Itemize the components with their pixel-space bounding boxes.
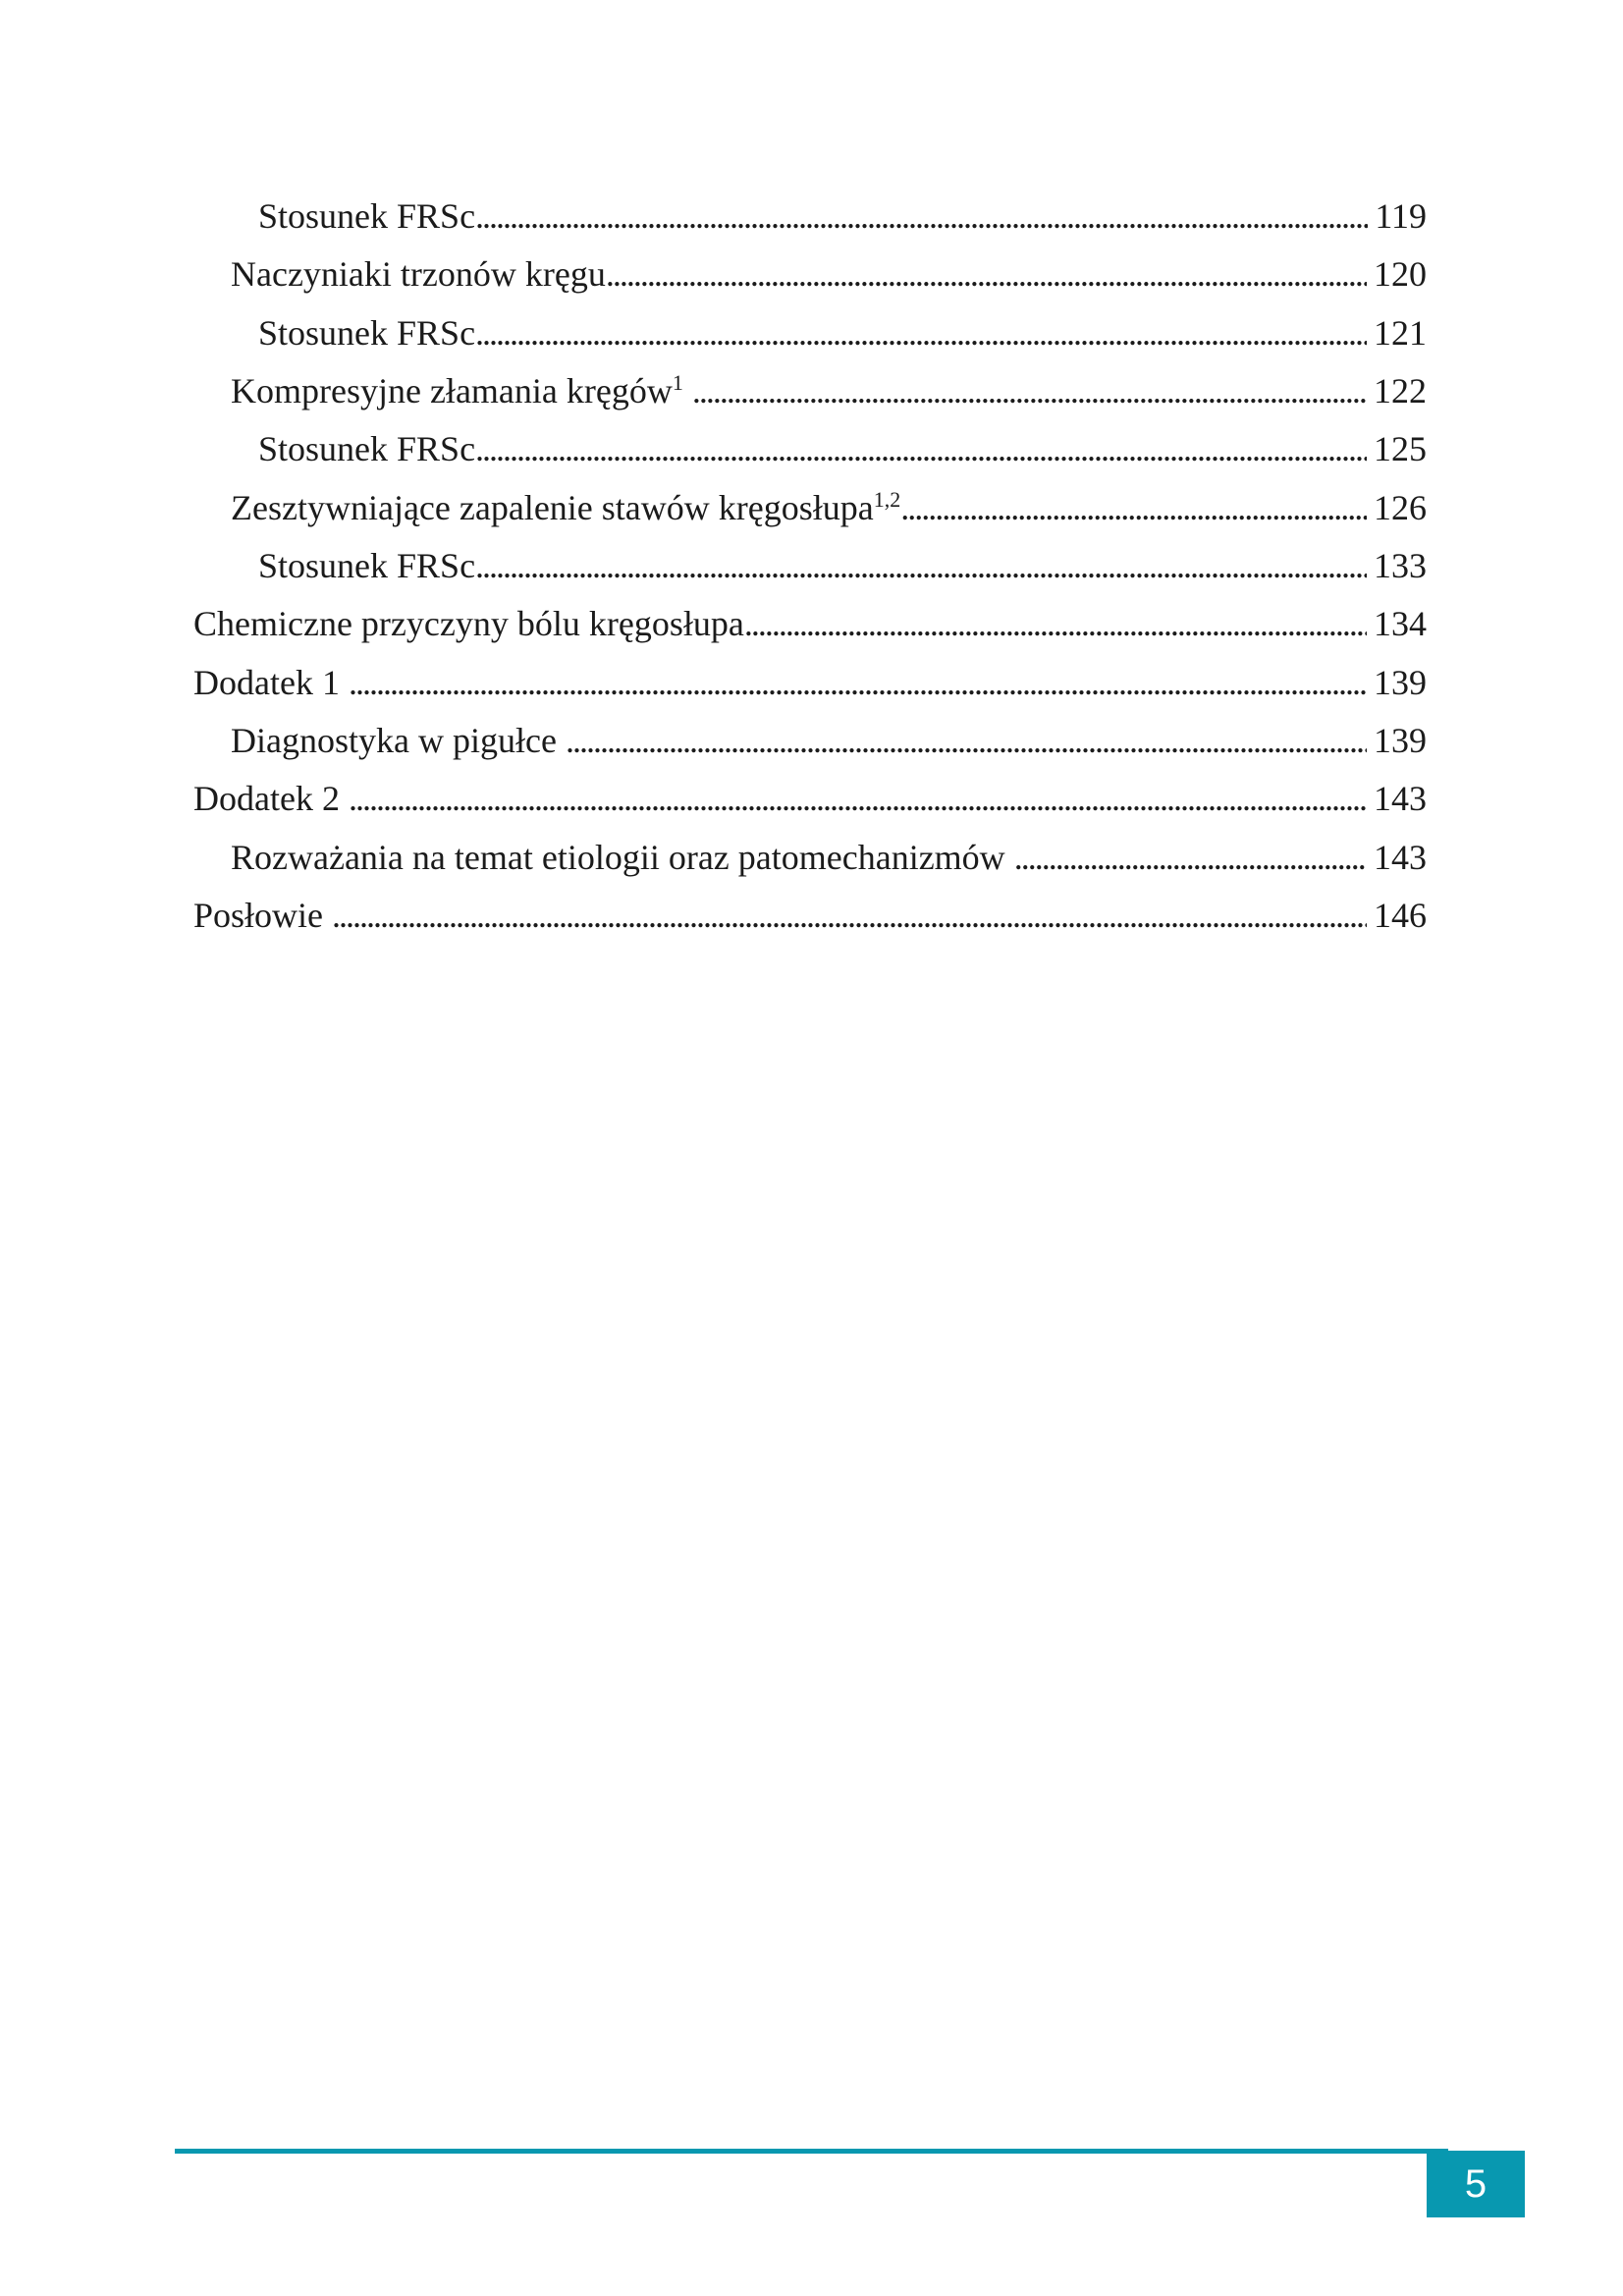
toc-entry-label: Diagnostyka w pigułce bbox=[231, 720, 557, 760]
toc-entry-label: Stosunek FRSc bbox=[258, 429, 476, 469]
toc-entry-label: Rozważania na temat etiologii oraz patomechanizmów bbox=[231, 837, 1005, 877]
dot-leader bbox=[349, 662, 1367, 703]
dot-leader bbox=[1014, 837, 1367, 878]
toc-entry-page-number: 139 bbox=[1374, 720, 1427, 760]
dot-leader bbox=[475, 545, 1367, 586]
dot-leader bbox=[475, 428, 1367, 469]
toc-entry-page-number: 133 bbox=[1374, 545, 1427, 585]
toc-entry-page-number: 122 bbox=[1374, 370, 1427, 410]
toc-entry[interactable] bbox=[193, 370, 1427, 428]
toc-entry-page-number: 119 bbox=[1375, 196, 1427, 236]
dot-leader bbox=[349, 778, 1367, 819]
dot-leader bbox=[475, 195, 1368, 237]
dot-leader bbox=[475, 312, 1367, 354]
toc-entry-page-number: 143 bbox=[1374, 837, 1427, 877]
toc-entry-page-number: 125 bbox=[1374, 429, 1427, 469]
footnote-superscript: 1 bbox=[672, 369, 683, 395]
toc-entry[interactable] bbox=[193, 895, 1427, 953]
toc-entry-label: Chemiczne przyczyny bólu kręgosłupa bbox=[193, 604, 744, 644]
table-of-contents bbox=[193, 195, 1427, 953]
page-number-badge bbox=[1427, 2151, 1525, 2217]
dot-leader bbox=[744, 603, 1367, 644]
toc-entry-page-number: 146 bbox=[1374, 895, 1427, 935]
toc-entry[interactable] bbox=[193, 253, 1427, 311]
toc-entry-label: Kompresyjne złamania kręgów$^1$ bbox=[231, 369, 683, 410]
toc-entry-page-number: 143 bbox=[1374, 779, 1427, 819]
dot-leader bbox=[606, 253, 1367, 295]
page-number: 5 bbox=[1464, 2161, 1488, 2206]
toc-entry[interactable] bbox=[193, 545, 1427, 603]
toc-entry[interactable] bbox=[193, 662, 1427, 720]
footer-rule bbox=[175, 2149, 1448, 2154]
toc-entry-label: Dodatek 1 bbox=[193, 662, 340, 702]
toc-entry-label: Stosunek FRSc bbox=[258, 312, 476, 353]
toc-entry[interactable] bbox=[193, 720, 1427, 778]
toc-entry-page-number: 139 bbox=[1374, 662, 1427, 702]
toc-entry[interactable] bbox=[193, 603, 1427, 661]
dot-leader bbox=[692, 370, 1367, 411]
footnote-superscript: 1,2 bbox=[873, 486, 901, 512]
dot-leader bbox=[900, 487, 1367, 528]
toc-entry[interactable] bbox=[193, 487, 1427, 545]
toc-entry-label: Naczyniaki trzonów kręgu bbox=[231, 254, 606, 295]
dot-leader bbox=[566, 720, 1367, 761]
toc-entry-page-number: 120 bbox=[1374, 254, 1427, 295]
dot-leader bbox=[332, 895, 1367, 936]
toc-entry-label: Zesztywniające zapalenie stawów kręgosłupa$^{1,2}$ bbox=[231, 486, 901, 527]
toc-entry-page-number: 134 bbox=[1374, 604, 1427, 644]
toc-entry-label: Dodatek 2 bbox=[193, 779, 340, 819]
toc-entry[interactable] bbox=[193, 778, 1427, 836]
toc-entry-label: Stosunek FRSc bbox=[258, 196, 476, 236]
toc-entry-page-number: 126 bbox=[1374, 487, 1427, 527]
toc-entry[interactable] bbox=[193, 428, 1427, 486]
toc-entry-label: Stosunek FRSc bbox=[258, 545, 476, 585]
toc-entry-label: Posłowie bbox=[193, 895, 324, 935]
toc-entry[interactable] bbox=[193, 312, 1427, 370]
toc-entry[interactable] bbox=[193, 837, 1427, 895]
toc-entry[interactable] bbox=[193, 195, 1427, 253]
toc-entry-page-number: 121 bbox=[1374, 312, 1427, 353]
